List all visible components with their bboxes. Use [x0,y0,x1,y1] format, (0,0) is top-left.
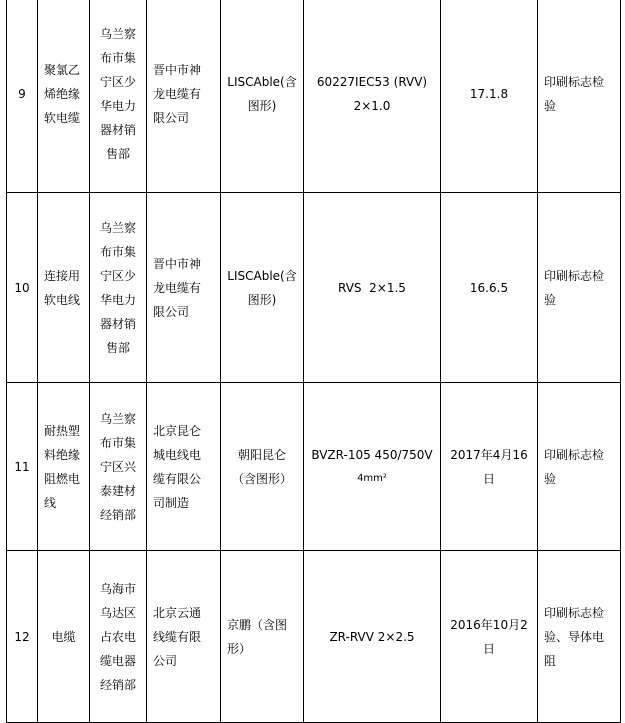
brand-name: 京鹏（含图 形） [221,551,304,723]
spec-model: RVS 2×1.5 [304,193,441,383]
row-number: 12 [7,551,38,723]
brand-name: LISCAble(含 图形) [221,0,304,193]
manufacturer-name: 晋中市神 龙电缆有 限公司 [147,0,221,193]
product-name: 电缆 [38,551,90,723]
spec-model: BVZR-105 450/750V 4mm² [304,383,441,551]
production-date: 2016年10月2日 [441,551,538,723]
brand-name: 朝阳昆仑 （含图形） [221,383,304,551]
table-row [7,0,621,193]
row-number: 9 [7,0,38,193]
table-body [7,0,621,723]
product-name: 聚氯乙 烯绝缘 软电缆 [38,0,90,193]
manufacturer-name: 北京云通 线缆有限 公司 [147,551,221,723]
table-row [7,551,621,723]
manufacturer-name: 北京昆仑 城电线电 缆有限公 司制造 [147,383,221,551]
brand-name: LISCAble(含 图形) [221,193,304,383]
manufacturer-name: 晋中市神 龙电缆有 限公司 [147,193,221,383]
product-name: 连接用 软电线 [38,193,90,383]
failed-item: 印刷标志检 验、导体电 阻 [538,551,621,723]
seller-name: 乌兰察 布市集 宁区少 华电力 器材销 售部 [90,0,147,193]
row-number: 10 [7,193,38,383]
seller-name: 乌兰察 布市集 宁区兴 泰建材 经销部 [90,383,147,551]
production-date: 17.1.8 [441,0,538,193]
product-name: 耐热塑 料绝缘 阻燃电 线 [38,383,90,551]
row-number: 11 [7,383,38,551]
spec-model: ZR-RVV 2×2.5 [304,551,441,723]
seller-name: 乌兰察 布市集 宁区少 华电力 器材销 售部 [90,193,147,383]
production-date: 16.6.5 [441,193,538,383]
failed-item: 印刷标志检 验 [538,0,621,193]
seller-name: 乌海市 乌达区 占农电 缆电器 经销部 [90,551,147,723]
table-row [7,383,621,551]
spec-model: 60227IEC53 (RVV) 2×1.0 [304,0,441,193]
failed-item: 印刷标志检 验 [538,383,621,551]
production-date: 2017年4月16日 [441,383,538,551]
table-row [7,193,621,383]
inspection-table [6,0,621,723]
failed-item: 印刷标志检 验 [538,193,621,383]
